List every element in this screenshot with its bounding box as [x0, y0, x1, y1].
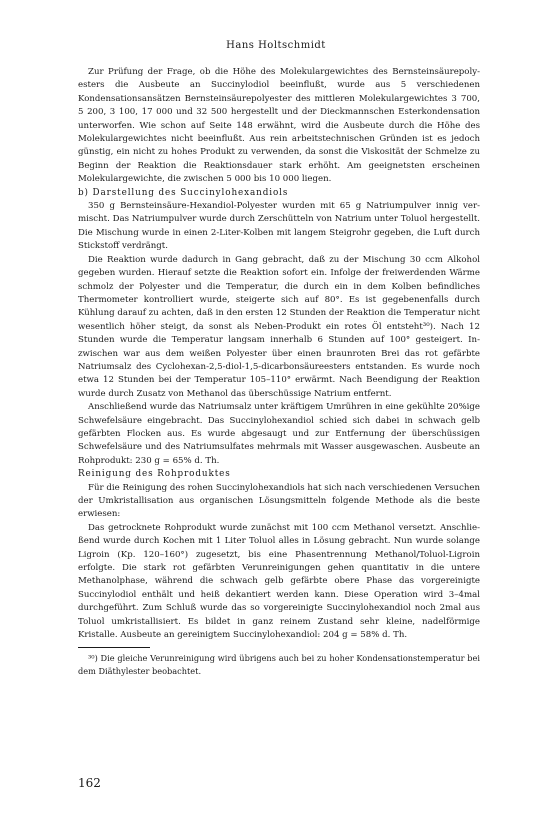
paragraph: Anschließend wurde das Natriumsalz unter kräftigem Umrühren in eine gekühlte 20%ige Schwefelsäure eingebracht. Das Succinylohexandiol schied sich dabei in schwach gelb gefärbten Flocken aus. Es wurde abgesaugt und zur Entfernung der überschüssigen Schwefelsäure und des Natriumsulfates mehrmals mit Wasser ausgewaschen. Ausbeute an Rohprodukt: 230 g = 65% d. Th. [78, 402, 480, 466]
footnote-text: ³⁰) Die gleiche Verunreinigung wird übrigens auch bei zu hoher Kondensationstemperatur bei dem Diäthylester beobachtet. [78, 653, 480, 677]
section-heading: b) Darstellung des Succinylohexandiols [78, 187, 289, 198]
section-heading: Reinigung des Rohproduktes [78, 469, 231, 480]
body-text [78, 66, 480, 678]
page-number: 162 [78, 776, 101, 790]
paragraph: Zur Prüfung der Frage, ob die Höhe des Molekulargewichtes des Bernsteinsäurepolyesters die Ausbeute an Succinylodiol beeinflußt, wurde aus 5 verschiedenen Kondensationsansätzen Bernsteinsäurepolyester des mittleren Molekulargewichtes 3 700, 5 200, 3 100, 17 000 und 32 500 hergestellt und der Dieckmannschen Esterkondensation unterworfen. Wie schon auf Seite 148 erwähnt, wird die Ausbeute durch die Höhe des Molekulargewichtes nicht beeinflußt. Aus rein arbeitstechnischen Gründen ist es jedoch günstig, ein nicht zu hohes Produkt zu verwenden, da sonst die Viskosität der Schmelze zu Beginn der Reaktion die Reaktionsdauer stark erhöht. Am geeignetsten erscheinen Molekulargewichte, die zwischen 5 000 bis 10 000 liegen. [78, 67, 480, 185]
footnote-divider [78, 647, 150, 648]
running-header: Hans Holtschmidt [226, 40, 326, 51]
paragraph: Die Reaktion wurde dadurch in Gang gebracht, daß zu der Mischung 30 ccm Alkohol gegeben wurden. Hierauf setzte die Reaktion sofort ein. Infolge der freiwerdenden Wärme schmolz der Polyester und die Temperatur, die durch ein in dem Kolben befindliches Thermometer kontrolliert wurde, steigerte sich auf 80°. Es ist gegebenenfalls durch Kühlung darauf zu achten, daß in den ersten 12 Stunden der Reaktion die Temperatur nicht wesentlich höher steigt, da sonst als Neben-Produkt ein rotes Öl entsteht³⁰). Nach 12 Stunden wurde die Temperatur langsam innerhalb 6 Stunden auf 100° gesteigert. Inzwischen war aus dem weißen Polyester über einen braunroten Brei das rot gefärbte Natriumsalz des Cyclohexan-2,5-diol-1,5-dicarbonsäureesters entstanden. Es wurde noch etwa 12 Stunden bei der Temperatur 105–110° erwärmt. Nach Beendigung der Reaktion wurde durch Zusatz von Methanol das überschüssige Natrium entfernt. [78, 254, 480, 399]
footnote [78, 652, 480, 678]
paragraph: Für die Reinigung des rohen Succinylohexandiols hat sich nach verschiedenen Versuchen der Umkristallisation aus organischen Lösungsmitteln folgende Methode als die beste erwiesen: [78, 482, 480, 520]
paragraph: Das getrocknete Rohprodukt wurde zunächst mit 100 ccm Methanol versetzt. Anschließend wurde durch Kochen mit 1 Liter Toluol alles in Lösung gebracht. Nun wurde solange Ligroin (Kp. 120–160°) zugesetzt, bis eine Phasentrennung Methanol/Toluol-Ligroin erfolgte. Die stark rot gefärbten Verunreinigungen gehen quantitativ in die untere Methanolphase, während die schwach gelb gefärbte obere Phase das vorgereinigte Succinylodiol enthält und heiß dekantiert werden kann. Diese Operation wird 3–4mal durchgeführt. Zum Schluß wurde das so vorgereinigte Succinylohexandiol noch 2mal aus Toluol umkristallisiert. Es bildet in ganz reinem Zustand sehr kleine, nadelförmige Kristalle. Ausbeute an gereinigtem Succinylohexandiol: 204 g = 58% d. Th. [78, 522, 480, 641]
paragraph: 350 g Bernsteinsäure-Hexandiol-Polyester wurden mit 65 g Natriumpulver innig vermischt. Das Natriumpulver wurde durch Zerschütteln von Natrium unter Toluol hergestellt. Die Mischung wurde in einen 2-Liter-Kolben mit langem Steigrohr gegeben, die Luft durch Stickstoff verdrängt. [78, 201, 480, 252]
